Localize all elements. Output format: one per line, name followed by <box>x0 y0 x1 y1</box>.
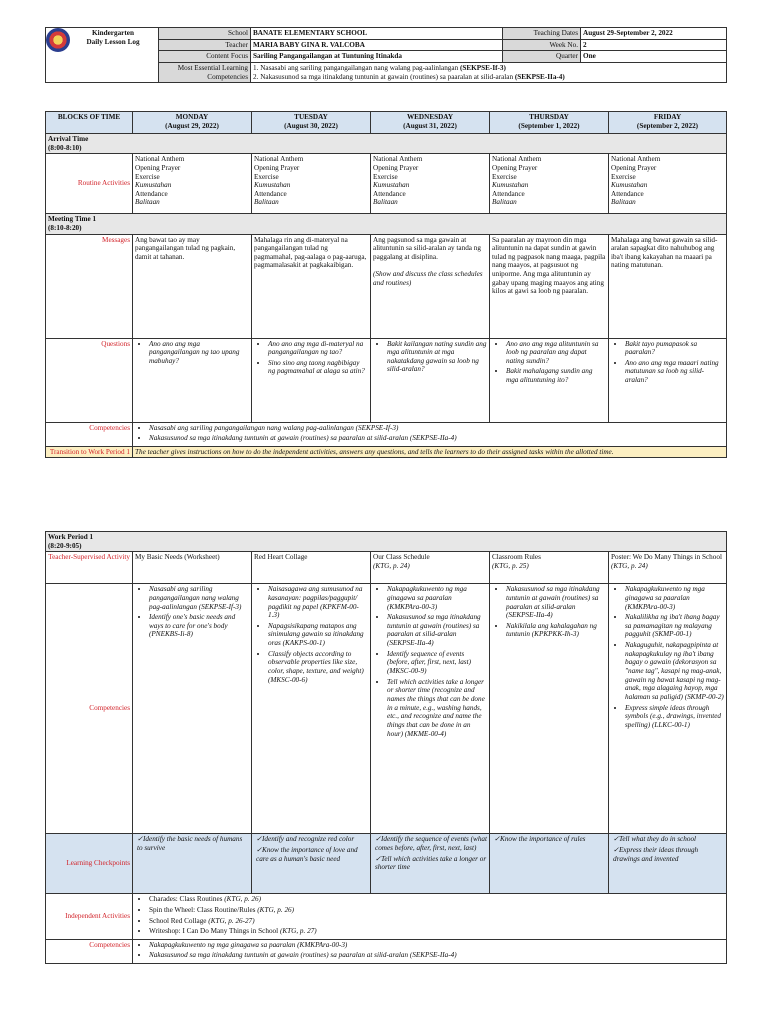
checkpoints-wednesday <box>371 834 490 894</box>
activity-tuesday <box>252 552 371 584</box>
questions-thursday <box>490 338 609 422</box>
questions-tuesday <box>252 338 371 422</box>
independent-item <box>149 906 724 915</box>
routine-cell-wednesday <box>371 154 490 214</box>
routine-item: Attendance <box>254 189 287 198</box>
routine-label: Routine Activities <box>46 154 133 214</box>
routine-item: Kumustahan <box>373 181 410 190</box>
competency-item: • Nakikilala ang kahalagahan ng tuntunin (KPKPKK-Ih-3) <box>506 622 606 639</box>
routine-item: Opening Prayer <box>373 163 419 172</box>
routine-cell-thursday <box>490 154 609 214</box>
independent-label: Independent Activities <box>46 894 133 940</box>
activity-ref: (KTG, p. 24) <box>373 561 410 570</box>
routine-item: Exercise <box>135 172 160 181</box>
day-date: (August 31, 2022) <box>403 121 457 130</box>
routine-item: National Anthem <box>373 155 423 164</box>
work-comp-monday <box>133 584 252 834</box>
checkpoint-item: ✓ Identify the basic needs of humans to survive <box>137 835 249 852</box>
independent-item <box>149 927 724 936</box>
independent-ref: (KTG, p. 26-27) <box>208 916 255 925</box>
independent-competencies-label: Competencies <box>46 939 133 963</box>
routine-item: Exercise <box>492 172 517 181</box>
day-date: (September 1, 2022) <box>518 121 580 130</box>
school-label: School <box>159 28 251 40</box>
competency-item: • Nakasusunod sa mga itinakdang tuntunin at gawain (routines) sa paaralan at silid-aralan (SEKPSE-IIa-4) <box>149 434 724 443</box>
question-item: • Ano ano ang mga maaari nating matutunan sa loob ng silid-aralan? <box>625 359 724 385</box>
routine-item: Exercise <box>254 172 279 181</box>
work-comp-wednesday <box>371 584 490 834</box>
focus-label: Content Focus <box>159 51 251 63</box>
routine-item: Balitaan <box>254 198 279 207</box>
routine-item: Exercise <box>611 172 636 181</box>
checkpoint-item: ✓ Identify the sequence of events (what comes before, after, first, next, last) <box>375 835 487 852</box>
message-friday: Mahalaga ang bawat gawain sa silid-aralan sapagkat dito nahuhubog ang iba't ibang kakayahan na maaari pa nating matutunan. <box>609 234 727 338</box>
day-header-wednesday <box>371 112 490 134</box>
day-name: TUESDAY <box>294 113 328 121</box>
week-label: Week No. <box>503 39 581 51</box>
day-date: (August 30, 2022) <box>284 121 338 130</box>
day-name: FRIDAY <box>653 113 682 121</box>
question-item: • Bakit kailangan nating sundin ang mga alituntunin at mga nakatakdang gawain sa loob ng silid-aralan? <box>387 340 487 375</box>
meeting-title: Meeting Time 1 <box>48 215 97 224</box>
focus-value: Sariling Pangangailangan at Tuntuning Itinakda <box>251 51 503 63</box>
checkpoint-item: ✓ Tell what they do in school <box>613 835 724 844</box>
competency-item: • Classify objects according to observable properties like size, color, shape, texture, and weight) (MKSC-00-6) <box>268 650 368 685</box>
independent-text: Charades: Class Routines <box>149 895 223 904</box>
independent-item <box>149 917 724 926</box>
doc-title-line-1: Kindergarten <box>92 29 134 37</box>
work-period-table <box>45 531 727 964</box>
day-header-thursday <box>490 112 609 134</box>
routine-item: Kumustahan <box>492 181 529 190</box>
question-item: • Bakit tayo pumapasok sa paaralan? <box>625 340 724 357</box>
independent-list <box>133 894 727 940</box>
competency-item: • Nakapagkukuwento ng mga ginagawa sa paaralan (KMKPAra-00-3) <box>625 585 724 611</box>
checkpoint-item: ✓ Identify and recognize red color <box>256 835 368 844</box>
teacher-value: MARIA BABY GINA R. VALCOBA <box>251 39 503 51</box>
school-value: BANATE ELEMENTARY SCHOOL <box>251 28 503 40</box>
question-item: • Ano ano ang mga alituntunin sa loob ng paaralan ang dapat nating sundin? <box>506 340 606 366</box>
messages-label: Messages <box>46 234 133 338</box>
competency-item: • Express simple ideas through symbols (e.g., drawings, invented spelling) (LLKC-00-1) <box>625 704 724 730</box>
routine-cell-friday <box>609 154 727 214</box>
activity-name: Our Class Schedule <box>373 553 430 562</box>
tsa-label: Teacher-Supervised Activity <box>46 552 133 584</box>
routine-item: Attendance <box>373 189 406 198</box>
routine-item: Balitaan <box>373 198 398 207</box>
quarter-value: One <box>581 51 727 63</box>
checkpoints-thursday <box>490 834 609 894</box>
competency-item: • Naisasagawa ang sumusunod na kasanayan: pagpilas/paggupit/ pagdikit ng papel (KPKFM-00-1.3) <box>268 585 368 620</box>
dates-value: August 29-September 2, 2022 <box>581 28 727 40</box>
competency-item: • Identify sequence of events (before, after, first, next, last) (MKSC-00-9) <box>387 650 487 676</box>
questions-label: Questions <box>46 338 133 422</box>
activity-ref: (KTG, p. 25) <box>492 561 529 570</box>
checkpoint-item: ✓ Tell which activities take a longer or shorter time <box>375 855 487 872</box>
day-name: THURSDAY <box>529 113 569 121</box>
weekly-plan-table <box>45 111 727 458</box>
work-comp-friday <box>609 584 727 834</box>
routine-item: Kumustahan <box>135 181 172 190</box>
meeting-time-header <box>46 214 727 234</box>
day-date: (September 2, 2022) <box>636 121 699 130</box>
competencies-list <box>133 422 727 446</box>
doc-title-line-2: Daily Lesson Log <box>86 37 140 46</box>
checkpoints-label: Learning Checkpoints <box>46 834 133 894</box>
arrival-title: Arrival Time <box>48 135 89 143</box>
routine-item: National Anthem <box>135 155 185 164</box>
independent-text: Writeshop: I Can Do Many Things in School <box>149 927 279 936</box>
routine-item: Exercise <box>373 172 398 181</box>
blocks-of-time-header: BLOCKS OF TIME <box>46 112 133 134</box>
meeting-time: (8:10-8:20) <box>48 223 82 232</box>
activity-thursday <box>490 552 609 584</box>
routine-item: Opening Prayer <box>254 163 300 172</box>
independent-text: Spin the Wheel: Class Routine/Rules <box>149 905 256 914</box>
competency-item: • Nakalilikha ng iba't ibang bagay sa pamamagitan ng malayang pagguhit (SKMP-00-1) <box>625 613 724 639</box>
questions-wednesday <box>371 338 490 422</box>
activity-name: Classroom Rules <box>492 553 541 562</box>
activity-name: Poster: We Do Many Things in School <box>611 553 722 562</box>
work-comp-tuesday <box>252 584 371 834</box>
header-table <box>45 27 727 83</box>
activity-monday <box>133 552 252 584</box>
work-time: (8:20-9:05) <box>48 541 82 550</box>
checkpoints-monday <box>133 834 252 894</box>
independent-ref: (KTG, p. 27) <box>279 927 317 936</box>
dates-label: Teaching Dates <box>503 28 581 40</box>
competency-item: • Nakaguguhit, nakapagpipinta at nakapagkukulay ng iba't ibang bagay o gawain (dekorasyon sa "name tag", kasapi ng mag-anak, gawain ng bawat kasapi ng mag-anak, mga alagaing hayop, mga halaman sa paligid) (SKMP-00-2) <box>625 641 724 701</box>
melc-code-1: (SEKPSE-If-3) <box>459 63 506 72</box>
competency-item: • Tell which activities take a longer or shorter time (recognize and names the things that can be done in a minute, e.g., washing hands, etc., and recognize and name the things that can be done in an hour) (MKME-00-4) <box>387 678 487 738</box>
activity-friday <box>609 552 727 584</box>
message-monday: Ang bawat tao ay may pangangailangan tulad ng pagkain, damit at tahanan. <box>133 234 252 338</box>
day-name: MONDAY <box>175 113 209 121</box>
checkpoint-item: ✓ Know the importance of love and care as a human's basic need <box>256 846 368 863</box>
message-thursday: Sa paaralan ay mayroon din mga alituntunin na dapat sundin at gawin tulad ng pagpasok nang maaga, pagpila nang maayos, at pagsusuot ng uniporme. Ang mga alituntunin ay gabay upang maging maayos ang ating kilos at gawi sa loob ng paaralan. <box>490 234 609 338</box>
doc-title <box>46 28 159 83</box>
question-item: • Ano ano ang mga pangangailangan ng tao upang mabuhay? <box>149 340 249 366</box>
competency-item: • Nakapagkukuwento ng mga ginagawa sa paaralan (KMKPAra-00-3) <box>387 585 487 611</box>
competency-item: • Nakasusunod sa mga itinakdang tuntunin at gawain (routines) sa paaralan at silid-aralan (SEKPSE-IIa-4) <box>506 585 606 620</box>
message-wednesday <box>371 234 490 338</box>
routine-item: National Anthem <box>492 155 542 164</box>
competency-item: • Nakasusunod sa mga itinakdang tuntunin at gawain (routines) sa paaralan at silid-aralan (SEKPSE-IIa-4) <box>387 613 487 648</box>
competency-item: • Nasasabi ang sariling pangangailangan nang walang pag-aalinlangan (SEKPSE-If-3) <box>149 585 249 611</box>
routine-item: National Anthem <box>254 155 304 164</box>
day-header-monday <box>133 112 252 134</box>
competencies-label: Competencies <box>46 422 133 446</box>
competency-item: • Nakapagkukuwento ng mga ginagawa sa paaralan (KMKPAra-00-3) <box>149 941 724 950</box>
routine-item: Kumustahan <box>611 181 648 190</box>
competency-item: • Napagsisikapang matapos ang sinimulang gawain sa itinakdang oras (KAKPS-00-1) <box>268 622 368 648</box>
message-note: (Show and discuss the class schedules and routines) <box>373 270 483 287</box>
question-item: • Ano ano ang mga di-materyal na pangangailangan ng tao? <box>268 340 368 357</box>
routine-item: National Anthem <box>611 155 661 164</box>
work-competencies-label: Competencies <box>46 584 133 834</box>
competency-item: • Identify one's basic needs and ways to care for one's body (PNEKBS-Ii-8) <box>149 613 249 639</box>
competency-item: • Nasasabi ang sariling pangangailangan nang walang pag-aalinlangan (SEKPSE-If-3) <box>149 424 724 433</box>
melc-label: Most Essential Learning Competencies <box>159 62 251 82</box>
arrival-time-header <box>46 134 727 154</box>
quarter-label: Quarter <box>503 51 581 63</box>
routine-item: Attendance <box>611 189 644 198</box>
activity-name: Red Heart Collage <box>254 553 308 562</box>
independent-ref: (KTG, p. 26) <box>257 905 295 914</box>
work-title: Work Period 1 <box>48 533 94 541</box>
work-comp-thursday <box>490 584 609 834</box>
melc-item-2: 2. Nakasusunod sa mga itinakdang tuntunin at gawain (routines) sa paaralan at silid-aralan <box>253 72 514 81</box>
routine-item: Balitaan <box>492 198 517 207</box>
melc-code-2: (SEKPSE-IIa-4) <box>514 72 565 81</box>
checkpoint-item: ✓ Express their ideas through drawings and invented <box>613 846 724 863</box>
routine-item: Opening Prayer <box>492 163 538 172</box>
independent-item <box>149 895 724 904</box>
teacher-label: Teacher <box>159 39 251 51</box>
routine-item: Kumustahan <box>254 181 291 190</box>
activity-wednesday <box>371 552 490 584</box>
week-value: 2 <box>581 39 727 51</box>
independent-text: School Red Collage <box>149 916 207 925</box>
day-date: (August 29, 2022) <box>165 121 219 130</box>
question-item: • Sino sino ang taong nagbibigay ng pagmamahal at alaga sa atin? <box>268 359 368 376</box>
day-name: WEDNESDAY <box>406 113 454 121</box>
questions-friday <box>609 338 727 422</box>
day-header-friday <box>609 112 727 134</box>
message-tuesday: Mahalaga rin ang di-materyal na pangangailangan tulad ng pagmamahal, pag-aalaga o pag-aaruga, pagmamalasakit at pagkakaibigan. <box>252 234 371 338</box>
melc-item-1: 1. Nasasabi ang sariling pangangailangan nang walang pag-aalinlangan <box>253 63 459 72</box>
transition-label: Transition to Work Period 1 <box>46 446 133 458</box>
routine-item: Opening Prayer <box>135 163 181 172</box>
routine-item: Opening Prayer <box>611 163 657 172</box>
checkpoints-tuesday <box>252 834 371 894</box>
message-text: Ang pagsunod sa mga gawain at alituntunin sa silid-aralan ay tanda ng paggalang at disiplina. <box>373 235 481 261</box>
day-header-tuesday <box>252 112 371 134</box>
routine-item: Attendance <box>135 189 168 198</box>
checkpoints-friday <box>609 834 727 894</box>
activity-name: My Basic Needs (Worksheet) <box>135 553 220 562</box>
independent-competencies-list <box>133 939 727 963</box>
checkpoint-item: ✓ Know the importance of rules <box>494 835 606 844</box>
work-period-header <box>46 532 727 552</box>
routine-item: Balitaan <box>611 198 636 207</box>
melc-list <box>251 62 727 82</box>
competency-item: • Nakasusunod sa mga itinakdang tuntunin at gawain (routines) sa paaralan at silid-aralan (SEKPSE-IIa-4) <box>149 951 724 960</box>
activity-ref: (KTG, p. 24) <box>611 561 648 570</box>
transition-text: The teacher gives instructions on how to do the independent activities, answers any questions, and tells the learners to do their assigned tasks within the allotted time. <box>133 446 727 458</box>
independent-ref: (KTG, p. 26) <box>224 895 262 904</box>
routine-cell-monday <box>133 154 252 214</box>
arrival-time: (8:00-8:10) <box>48 143 82 152</box>
routine-item: Attendance <box>492 189 525 198</box>
question-item: • Bakit mahalagang sundin ang mga alituntuning ito? <box>506 367 606 384</box>
questions-monday <box>133 338 252 422</box>
routine-cell-tuesday <box>252 154 371 214</box>
routine-item: Balitaan <box>135 198 160 207</box>
